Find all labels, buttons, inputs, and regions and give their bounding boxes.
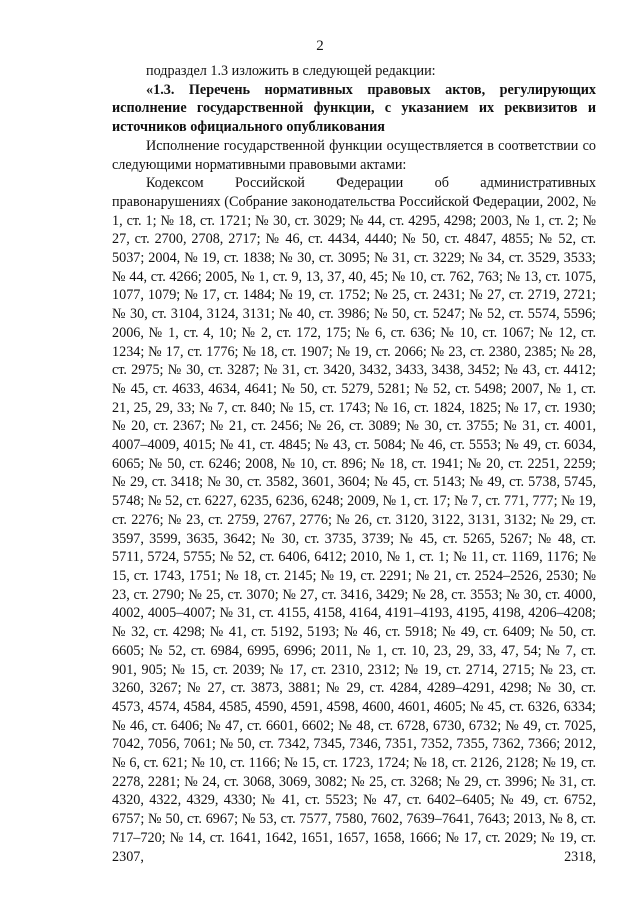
code-citations-paragraph: Кодексом Российской Федерации об административных правонарушениях (Собрание законодательства Российской Федерации, 2002, № 1, ст. 1; № 18, ст. 1721; № 30, ст. 3029; № 44, ст. 4295, 4298; 2003, № 1, ст. 2; № 27, ст. 2700, 2708, 2717; № 46, ст. 4434, 4440; № 50, ст. 4847, 4855; № 52, ст. 5037; 2004, № 19, ст. 1838; № 30, ст. 3095; № 31, ст. 3229; № 34, ст. 3529, 3533; № 44, ст. 4266; 2005, № 1, ст. 9, 13, 37, 40, 45; № 10, ст. 762, 763; № 13, ст. 1075, 1077, 1079; № 17, ст. 1484; № 19, ст. 1752; № 25, ст. 2431; № 27, ст. 2719, 2721; № 30, ст. 3104, 3124, 3131; № 40, ст. 3986; № 50, ст. 5247; № 52, ст. 5574, 5596; 2006, № 1, ст. 4, 10; № 2, ст. 172, 175; № 6, ст. 636; № 10, ст. 1067; № 12, ст. 1234; № 17, ст. 1776; № 18, ст. 1907; № 19, ст. 2066; № 23, ст. 2380, 2385; № 28, ст. 2975; № 30, ст. 3287; № 31, ст. 3420, 3432, 3433, 3438, 3452; № 43, ст. 4412; № 45, ст. 4633, 4634, 4641; № 50, ст. 5279, 5281; № 52, ст. 5498; 2007, № 1, ст. 21, 25, 29, 33; № 7, ст. 840; № 15, ст. 1743; № 16, ст. 1824, 1825; № 17, ст. 1930; № 20, ст. 2367; № 21, ст. 2456; № 26, ст. 3089; № 30, ст. 3755; № 31, ст. 4001, 4007–4009, 4015; № 41, ст. 4845; № 43, ст. 5084; № 46, ст. 5553; № 49, ст. 6034, 6065; № 50, ст. 6246; 2008, № 10, ст. 896; № 18, ст. 1941; № 20, ст. 2251, 2259; № 29, ст. 3418; № 30, ст. 3582, 3601, 3604; № 45, ст. 5143; № 49, ст. 5738, 5745, 5748; № 52, ст. 6227, 6235, 6236, 6248; 2009, № 1, ст. 17; № 7, ст. 771, 777; № 19, ст. 2276; № 23, ст. 2759, 2767, 2776; № 26, ст. 3120, 3122, 3131, 3132; № 29, ст. 3597, 3599, 3635, 3642; № 30, ст. 3735, 3739; № 45, ст. 5265, 5267; № 48, ст. 5711, 5724, 5755; № 52, ст. 6406, 6412; 2010, № 1, ст. 1; № 11, ст. 1169, 1176; № 15, ст. 1743, 1751; № 18, ст. 2145; № 19, ст. 2291; № 21, ст. 2524–2526, 2530; № 23, ст. 2790; № 25, ст. 3070; № 27, ст. 3416, 3429; № 28, ст. 3553; № 30, ст. 4000, 4002, 4005–4007; № 31, ст. 4155, 4158, 4164, 4191–4193, 4195, 4198, 4206–4208; № 32, ст. 4298; № 41, ст. 5192, 5193; № 46, ст. 5918; № 49, ст. 6409; № 50, ст. 6605; № 52, ст. 6984, 6995, 6996; 2011, № 1, ст. 10, 23, 29, 33, 47, 54; № 7, ст. 901, 905; № 15, ст. 2039; № 17, ст. 2310, 2312; № 19, ст. 2714, 2715; № 23, ст. 3260, 3267; № 27, ст. 3873, 3881; № 29, ст. 4284, 4289–4291, 4298; № 30, ст. 4573, 4574, 4584, 4585, 4590, 4591, 4598, 4600, 4601, 4605; № 45, ст. 6326, 6334; № 46, ст. 6406; № 47, ст. 6601, 6602; № 48, ст. 6728, 6730, 6732; № 49, ст. 7025, 7042, 7056, 7061; № 50, ст. 7342, 7345, 7346, 7351, 7352, 7355, 7362, 7366; 2012, № 6, ст. 621; № 10, ст. 1166; № 15, ст. 1723, 1724; № 18, ст. 2126, 2128; № 19, ст. 2278, 2281; № 24, ст. 3068, 3069, 3082; № 25, ст. 3268; № 29, ст. 3996; № 31, ст. 4320, 4322, 4329, 4330; № 41, ст. 5523; № 47, ст. 6402–6405; № 49, ст. 6752, 6757; № 50, ст. 6967; № 53, ст. 7577, 7580, 7602, 7639–7641, 7643; 2013, № 8, ст. 717–720; № 14, ст. 1641, 1642, 1651, 1657, 1658, 1666; № 17, ст. 2029; № 19, ст. 2307, 2318,	[112, 175, 596, 865]
page-number: 2	[316, 38, 324, 54]
document-body	[112, 62, 596, 866]
execution-paragraph: Исполнение государственной функции осуществляется в соответствии со следующими нормативными правовыми актами:	[112, 137, 596, 173]
intro-paragraph: подраздел 1.3 изложить в следующей редакции:	[146, 63, 436, 79]
section-heading: «1.3. Перечень нормативных правовых актов, регулирующих исполнение государственной функции, с указанием их реквизитов и источников официального опубликования	[112, 81, 596, 136]
